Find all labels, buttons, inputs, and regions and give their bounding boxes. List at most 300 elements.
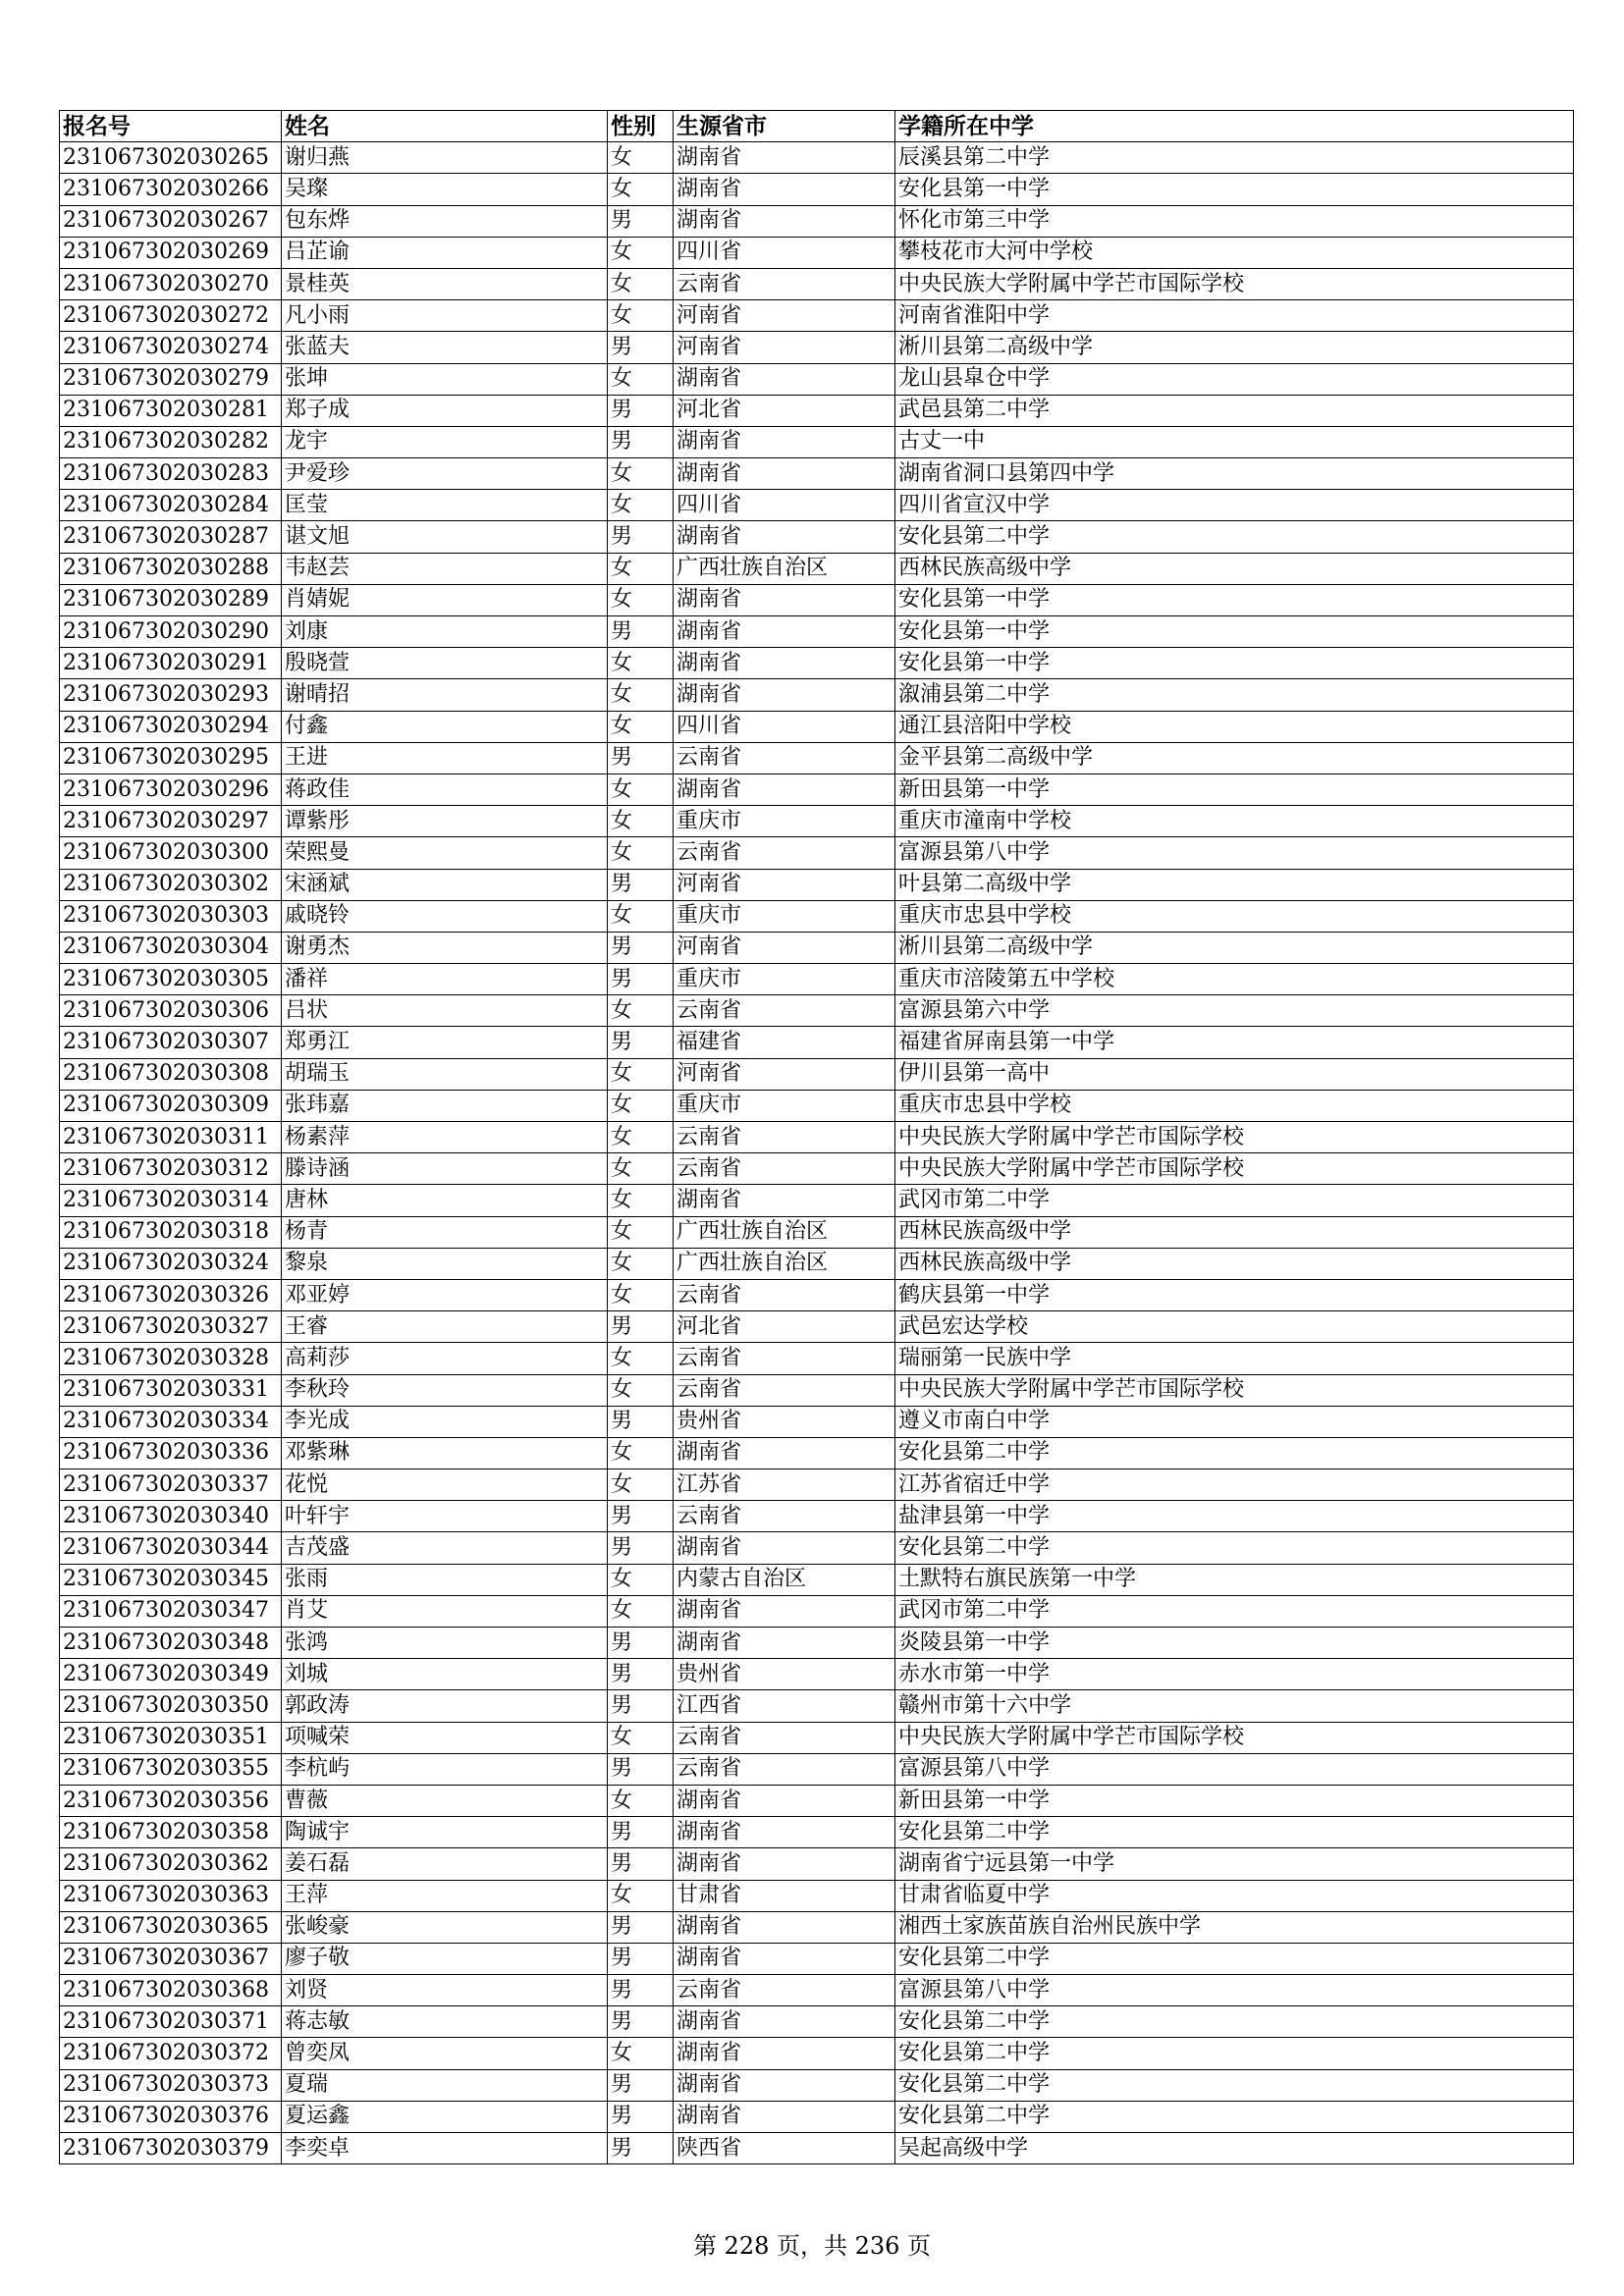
cell-school: 淅川县第二高级中学 [895,332,1574,363]
table-row [60,2101,1574,2132]
cell-registration-number: 231067302030344 [60,1532,282,1564]
cell-registration-number: 231067302030373 [60,2069,282,2101]
cell-gender: 男 [608,1406,674,1437]
cell-name: 胡瑞玉 [282,1058,608,1090]
cell-registration-number: 231067302030337 [60,1469,282,1501]
table-row [60,1279,1574,1310]
cell-registration-number: 231067302030291 [60,648,282,679]
cell-registration-number: 231067302030287 [60,521,282,553]
cell-registration-number: 231067302030328 [60,1343,282,1374]
table-row [60,521,1574,553]
cell-registration-number: 231067302030349 [60,1659,282,1690]
cell-registration-number: 231067302030272 [60,300,282,332]
cell-name: 潘祥 [282,964,608,995]
cell-name: 谢归燕 [282,142,608,174]
cell-name: 殷晓萱 [282,648,608,679]
cell-province: 湖南省 [674,774,895,805]
table-row [60,1911,1574,1943]
cell-province: 湖南省 [674,1185,895,1216]
cell-registration-number: 231067302030368 [60,1975,282,2006]
cell-province: 湖南省 [674,174,895,205]
table-row [60,869,1574,900]
table-row [60,964,1574,995]
cell-gender: 女 [608,1595,674,1627]
cell-registration-number: 231067302030356 [60,1785,282,1816]
table-row [60,774,1574,805]
cell-province: 河南省 [674,869,895,900]
cell-gender: 女 [608,1153,674,1185]
table-row [60,1058,1574,1090]
cell-school: 怀化市第三中学 [895,205,1574,237]
cell-school: 湘西土家族苗族自治州民族中学 [895,1911,1574,1943]
cell-school: 安化县第二中学 [895,1943,1574,1974]
cell-province: 河南省 [674,932,895,963]
cell-province: 湖南省 [674,142,895,174]
cell-registration-number: 231067302030345 [60,1564,282,1595]
table-row [60,490,1574,521]
cell-school: 吴起高级中学 [895,2133,1574,2164]
cell-school: 安化县第二中学 [895,2006,1574,2038]
cell-registration-number: 231067302030331 [60,1374,282,1406]
cell-registration-number: 231067302030318 [60,1216,282,1248]
cell-school: 中央民族大学附属中学芒市国际学校 [895,1374,1574,1406]
table-row [60,1659,1574,1690]
cell-school: 甘肃省临夏中学 [895,1880,1574,1911]
cell-province: 湖南省 [674,2006,895,2038]
cell-name: 杨素萍 [282,1122,608,1153]
cell-registration-number: 231067302030340 [60,1501,282,1532]
cell-school: 安化县第二中学 [895,1437,1574,1468]
cell-gender: 女 [608,1564,674,1595]
cell-gender: 男 [608,521,674,553]
table-row [60,2006,1574,2038]
cell-province: 湖南省 [674,1911,895,1943]
cell-gender: 女 [608,1216,674,1248]
header-row [60,111,1574,142]
cell-name: 郑勇江 [282,1027,608,1058]
cell-registration-number: 231067302030279 [60,363,282,395]
table-row [60,1185,1574,1216]
cell-registration-number: 231067302030284 [60,490,282,521]
cell-name: 吴璨 [282,174,608,205]
cell-province: 四川省 [674,711,895,742]
cell-school: 西林民族高级中学 [895,1248,1574,1279]
cell-gender: 女 [608,142,674,174]
cell-province: 湖南省 [674,1628,895,1659]
cell-school: 鹤庆县第一中学 [895,1279,1574,1310]
cell-school: 湖南省宁远县第一中学 [895,1848,1574,1880]
cell-name: 包东烨 [282,205,608,237]
cell-province: 湖南省 [674,1785,895,1816]
table-row [60,1532,1574,1564]
cell-school: 安化县第二中学 [895,1817,1574,1848]
cell-school: 赣州市第十六中学 [895,1690,1574,1722]
cell-name: 张雨 [282,1564,608,1595]
cell-registration-number: 231067302030367 [60,1943,282,1974]
cell-province: 湖南省 [674,616,895,648]
table-row [60,2069,1574,2101]
cell-school: 安化县第二中学 [895,521,1574,553]
cell-school: 西林民族高级中学 [895,1216,1574,1248]
table-row [60,553,1574,584]
cell-registration-number: 231067302030336 [60,1437,282,1468]
cell-province: 云南省 [674,1153,895,1185]
cell-name: 曾奕凤 [282,2038,608,2069]
cell-school: 遵义市南白中学 [895,1406,1574,1437]
cell-gender: 女 [608,1122,674,1153]
table-row [60,2038,1574,2069]
cell-school: 龙山县皐仓中学 [895,363,1574,395]
cell-registration-number: 231067302030358 [60,1817,282,1848]
cell-name: 龙宇 [282,426,608,457]
cell-name: 荣熙曼 [282,837,608,869]
table-row [60,174,1574,205]
cell-province: 湖南省 [674,2101,895,2132]
cell-province: 湖南省 [674,1532,895,1564]
cell-province: 湖南省 [674,2038,895,2069]
cell-school: 富源县第八中学 [895,1975,1574,2006]
cell-name: 邓亚婷 [282,1279,608,1310]
cell-registration-number: 231067302030372 [60,2038,282,2069]
cell-registration-number: 231067302030294 [60,711,282,742]
table-row [60,900,1574,932]
table-row [60,1501,1574,1532]
cell-school: 中央民族大学附属中学芒市国际学校 [895,1122,1574,1153]
cell-registration-number: 231067302030311 [60,1122,282,1153]
cell-name: 宋涵斌 [282,869,608,900]
cell-province: 云南省 [674,268,895,299]
cell-province: 广西壮族自治区 [674,553,895,584]
cell-school: 溆浦县第二中学 [895,679,1574,711]
cell-registration-number: 231067302030309 [60,1090,282,1121]
table-row [60,1248,1574,1279]
cell-registration-number: 231067302030303 [60,900,282,932]
table-row [60,711,1574,742]
cell-school: 淅川县第二高级中学 [895,932,1574,963]
cell-gender: 女 [608,995,674,1027]
cell-name: 谢晴招 [282,679,608,711]
cell-school: 炎陵县第一中学 [895,1628,1574,1659]
cell-school: 新田县第一中学 [895,774,1574,805]
cell-school: 富源县第六中学 [895,995,1574,1027]
cell-registration-number: 231067302030307 [60,1027,282,1058]
table-row [60,268,1574,299]
table-row [60,648,1574,679]
cell-province: 湖南省 [674,363,895,395]
cell-name: 尹爱珍 [282,458,608,490]
cell-school: 西林民族高级中学 [895,553,1574,584]
cell-registration-number: 231067302030347 [60,1595,282,1627]
cell-name: 张蓝夫 [282,332,608,363]
cell-province: 四川省 [674,237,895,268]
cell-gender: 女 [608,1469,674,1501]
table-row [60,395,1574,426]
cell-name: 郭政涛 [282,1690,608,1722]
cell-school: 新田县第一中学 [895,1785,1574,1816]
cell-gender: 男 [608,1753,674,1785]
table-row [60,1406,1574,1437]
header-school: 学籍所在中学 [895,111,1574,142]
table-row [60,1122,1574,1153]
cell-name: 蒋志敏 [282,2006,608,2038]
cell-province: 湖南省 [674,1848,895,1880]
cell-gender: 女 [608,837,674,869]
cell-gender: 男 [608,395,674,426]
cell-gender: 男 [608,2069,674,2101]
cell-school: 通江县涪阳中学校 [895,711,1574,742]
cell-registration-number: 231067302030363 [60,1880,282,1911]
cell-school: 攀枝花市大河中学校 [895,237,1574,268]
table-row [60,1722,1574,1753]
cell-school: 重庆市涪陵第五中学校 [895,964,1574,995]
cell-registration-number: 231067302030304 [60,932,282,963]
cell-registration-number: 231067302030351 [60,1722,282,1753]
admission-list-table [59,110,1574,2164]
cell-gender: 男 [608,1911,674,1943]
cell-province: 重庆市 [674,1090,895,1121]
cell-province: 重庆市 [674,900,895,932]
cell-school: 武邑县第二中学 [895,395,1574,426]
cell-province: 福建省 [674,1027,895,1058]
cell-province: 云南省 [674,1753,895,1785]
cell-school: 安化县第一中学 [895,584,1574,615]
cell-registration-number: 231067302030365 [60,1911,282,1943]
cell-gender: 女 [608,1722,674,1753]
cell-gender: 女 [608,1437,674,1468]
cell-school: 瑞丽第一民族中学 [895,1343,1574,1374]
cell-school: 福建省屏南县第一中学 [895,1027,1574,1058]
header-gender: 性别 [608,111,674,142]
cell-province: 云南省 [674,1279,895,1310]
cell-registration-number: 231067302030270 [60,268,282,299]
cell-name: 王进 [282,742,608,774]
cell-province: 湖南省 [674,679,895,711]
cell-name: 滕诗涵 [282,1153,608,1185]
table-row [60,2133,1574,2164]
cell-school: 安化县第二中学 [895,2038,1574,2069]
cell-registration-number: 231067302030296 [60,774,282,805]
cell-gender: 女 [608,553,674,584]
cell-gender: 男 [608,1690,674,1722]
cell-name: 吕状 [282,995,608,1027]
cell-gender: 男 [608,1532,674,1564]
cell-name: 吕芷谕 [282,237,608,268]
cell-name: 张峻豪 [282,1911,608,1943]
cell-registration-number: 231067302030362 [60,1848,282,1880]
cell-school: 四川省宣汉中学 [895,490,1574,521]
table-row [60,363,1574,395]
cell-gender: 女 [608,648,674,679]
cell-registration-number: 231067302030281 [60,395,282,426]
cell-name: 蒋政佳 [282,774,608,805]
cell-name: 张鸿 [282,1628,608,1659]
cell-name: 曹薇 [282,1785,608,1816]
cell-gender: 男 [608,2101,674,2132]
cell-name: 肖艾 [282,1595,608,1627]
cell-province: 贵州省 [674,1659,895,1690]
table-row [60,1848,1574,1880]
cell-registration-number: 231067302030308 [60,1058,282,1090]
table-row [60,142,1574,174]
cell-school: 金平县第二高级中学 [895,742,1574,774]
cell-province: 湖南省 [674,1817,895,1848]
cell-gender: 女 [608,1185,674,1216]
cell-gender: 男 [608,869,674,900]
cell-name: 刘贤 [282,1975,608,2006]
cell-registration-number: 231067302030282 [60,426,282,457]
cell-registration-number: 231067302030306 [60,995,282,1027]
cell-gender: 女 [608,1785,674,1816]
cell-name: 姜石磊 [282,1848,608,1880]
cell-name: 邓紫琳 [282,1437,608,1468]
cell-gender: 男 [608,2133,674,2164]
cell-name: 张坤 [282,363,608,395]
cell-province: 云南省 [674,742,895,774]
table-row [60,584,1574,615]
cell-name: 郑子成 [282,395,608,426]
cell-province: 云南省 [674,1374,895,1406]
cell-name: 戚晓铃 [282,900,608,932]
header-province: 生源省市 [674,111,895,142]
cell-school: 古丈一中 [895,426,1574,457]
cell-name: 凡小雨 [282,300,608,332]
cell-province: 湖南省 [674,1943,895,1974]
cell-registration-number: 231067302030376 [60,2101,282,2132]
cell-name: 夏瑞 [282,2069,608,2101]
cell-province: 湖南省 [674,205,895,237]
cell-gender: 女 [608,1090,674,1121]
table-row [60,1880,1574,1911]
cell-registration-number: 231067302030265 [60,142,282,174]
cell-province: 广西壮族自治区 [674,1216,895,1248]
cell-province: 重庆市 [674,964,895,995]
cell-gender: 男 [608,1817,674,1848]
cell-name: 夏运鑫 [282,2101,608,2132]
cell-province: 湖南省 [674,521,895,553]
table-row [60,806,1574,837]
table-row [60,426,1574,457]
cell-registration-number: 231067302030302 [60,869,282,900]
cell-registration-number: 231067302030290 [60,616,282,648]
cell-name: 付鑫 [282,711,608,742]
cell-province: 云南省 [674,1501,895,1532]
cell-gender: 女 [608,2038,674,2069]
cell-name: 王萍 [282,1880,608,1911]
cell-registration-number: 231067302030267 [60,205,282,237]
cell-name: 李光成 [282,1406,608,1437]
cell-name: 陶诚宇 [282,1817,608,1848]
header-name: 姓名 [282,111,608,142]
table-row [60,1374,1574,1406]
cell-registration-number: 231067302030274 [60,332,282,363]
cell-gender: 女 [608,237,674,268]
cell-registration-number: 231067302030324 [60,1248,282,1279]
cell-gender: 男 [608,742,674,774]
cell-gender: 男 [608,1628,674,1659]
cell-gender: 女 [608,1343,674,1374]
cell-school: 重庆市忠县中学校 [895,900,1574,932]
cell-school: 富源县第八中学 [895,1753,1574,1785]
cell-school: 中央民族大学附属中学芒市国际学校 [895,1153,1574,1185]
cell-registration-number: 231067302030326 [60,1279,282,1310]
cell-gender: 男 [608,964,674,995]
cell-province: 重庆市 [674,806,895,837]
cell-gender: 男 [608,1659,674,1690]
cell-name: 廖子敬 [282,1943,608,1974]
table-row [60,742,1574,774]
cell-name: 景桂英 [282,268,608,299]
cell-registration-number: 231067302030293 [60,679,282,711]
cell-name: 刘城 [282,1659,608,1690]
cell-province: 湖南省 [674,2069,895,2101]
cell-gender: 女 [608,1248,674,1279]
cell-registration-number: 231067302030350 [60,1690,282,1722]
cell-gender: 男 [608,2006,674,2038]
cell-school: 安化县第二中学 [895,2101,1574,2132]
table-row [60,237,1574,268]
cell-name: 谭紫彤 [282,806,608,837]
table-row [60,1785,1574,1816]
table-row [60,1153,1574,1185]
table-row [60,458,1574,490]
cell-gender: 女 [608,174,674,205]
cell-registration-number: 231067302030295 [60,742,282,774]
cell-province: 河南省 [674,300,895,332]
table-row [60,1975,1574,2006]
cell-province: 贵州省 [674,1406,895,1437]
cell-province: 河南省 [674,332,895,363]
cell-province: 云南省 [674,1122,895,1153]
table-row [60,1628,1574,1659]
cell-gender: 女 [608,679,674,711]
table-row [60,837,1574,869]
cell-province: 湖南省 [674,584,895,615]
cell-school: 富源县第八中学 [895,837,1574,869]
cell-registration-number: 231067302030334 [60,1406,282,1437]
header-registration-number: 报名号 [60,111,282,142]
cell-school: 辰溪县第二中学 [895,142,1574,174]
cell-gender: 男 [608,616,674,648]
cell-registration-number: 231067302030379 [60,2133,282,2164]
cell-school: 武邑宏达学校 [895,1311,1574,1343]
cell-school: 盐津县第一中学 [895,1501,1574,1532]
table-row [60,300,1574,332]
cell-name: 李奕卓 [282,2133,608,2164]
cell-school: 河南省淮阳中学 [895,300,1574,332]
table-row [60,1216,1574,1248]
cell-gender: 男 [608,332,674,363]
cell-province: 湖南省 [674,1437,895,1468]
table-row [60,205,1574,237]
cell-province: 甘肃省 [674,1880,895,1911]
cell-gender: 男 [608,932,674,963]
cell-province: 江西省 [674,1690,895,1722]
cell-name: 谌文旭 [282,521,608,553]
cell-registration-number: 231067302030327 [60,1311,282,1343]
cell-gender: 女 [608,1058,674,1090]
table-row [60,332,1574,363]
table-row [60,995,1574,1027]
table-row [60,1311,1574,1343]
cell-province: 河北省 [674,1311,895,1343]
cell-gender: 女 [608,1880,674,1911]
cell-school: 安化县第一中学 [895,648,1574,679]
cell-school: 武冈市第二中学 [895,1185,1574,1216]
cell-province: 江苏省 [674,1469,895,1501]
cell-gender: 男 [608,1311,674,1343]
cell-registration-number: 231067302030300 [60,837,282,869]
table-row [60,1090,1574,1121]
